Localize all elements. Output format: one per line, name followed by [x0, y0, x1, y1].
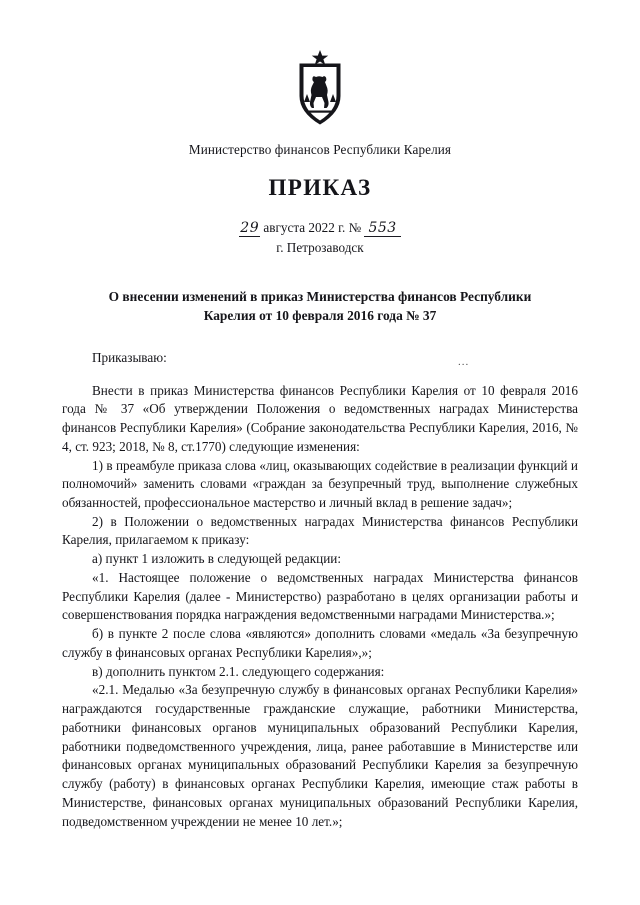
body-paragraph-1: Внести в приказ Министерства финансов Республики Карелия от 10 февраля 2016 года № 37 «Об утверждении Положения о ведомственных наградах Министерства финансов Республики Карелия» (Собрание законодательства Республики Карелия, 2016, № 4, ст. 923; 2018, № 8, ст.1770) следующие изменения: [62, 382, 578, 454]
subject-line-1: О внесении изменений в приказ Министерства финансов Республики [108, 289, 532, 304]
body-paragraph-0: Приказываю: [92, 349, 167, 365]
subject-line-2: Карелия от 10 февраля 2016 года № 37 [203, 308, 437, 324]
body-paragraph-5: «1. Настоящее положение о ведомственных наградах Министерства финансов Республики Карелия (далее - Министерство) разработано в целях организации работы и совершенствования порядка награждения ведомственными наградами Министерства.»; [62, 569, 578, 623]
emblem-container [62, 0, 578, 124]
stray-pen-marks: ... [458, 356, 470, 368]
coat-of-arms-icon [292, 50, 348, 124]
body-paragraph-2: 1) в преамбуле приказа слова «лиц, оказывающих содействие в реализации функций и полномочий» заменить словами «граждан за безупречный труд, выполнение служебных обязанностей, профессиональное мастерство и личный вклад в решение задач»; [62, 457, 578, 511]
document-subject [62, 287, 578, 326]
body-paragraph-8: «2.1. Медалью «За безупречную службу в финансовых органах Республики Карелия» награждаются государственные гражданские служащие, работники Министерства, работники финансовых органов муниципальных образований Республики Карелия, работники подведомственного учреждения, лица, ранее работавшие в Министерстве или финансовых органах муниципальных образований Республики Карелия за безупречную службу (работу) в финансовых органах Республики Карелия, имеющие стаж работы в Министерстве, финансовых органах муниципальных образований Республики Карелия, подведомственном учреждении не менее 10 лет.»; [62, 682, 578, 829]
body-paragraph-7: в) дополнить пунктом 2.1. следующего содержания: [92, 663, 385, 679]
body-paragraph-4: а) пункт 1 изложить в следующей редакции: [92, 551, 342, 567]
date-line [62, 220, 578, 236]
document-title: ПРИКАЗ [268, 175, 372, 200]
ministry-name: Министерство финансов Республики Карелия [188, 142, 452, 157]
order-number-handwritten: 553 [364, 220, 400, 237]
body-paragraph-6: б) в пункте 2 после слова «являются» дополнить словами «медаль «За безупречную службу в финансовых органах Республики Карелия»,»; [62, 626, 578, 660]
body-paragraph-3: 2) в Положении о ведомственных наградах Министерства финансов Республики Карелия, прилагаемом к приказу: [62, 513, 578, 548]
document-body [62, 349, 578, 831]
date-rest-text: августа 2022 г. № [263, 220, 362, 235]
city-name: г. Петрозаводск [276, 240, 364, 255]
date-day-handwritten: 29 [240, 220, 260, 236]
